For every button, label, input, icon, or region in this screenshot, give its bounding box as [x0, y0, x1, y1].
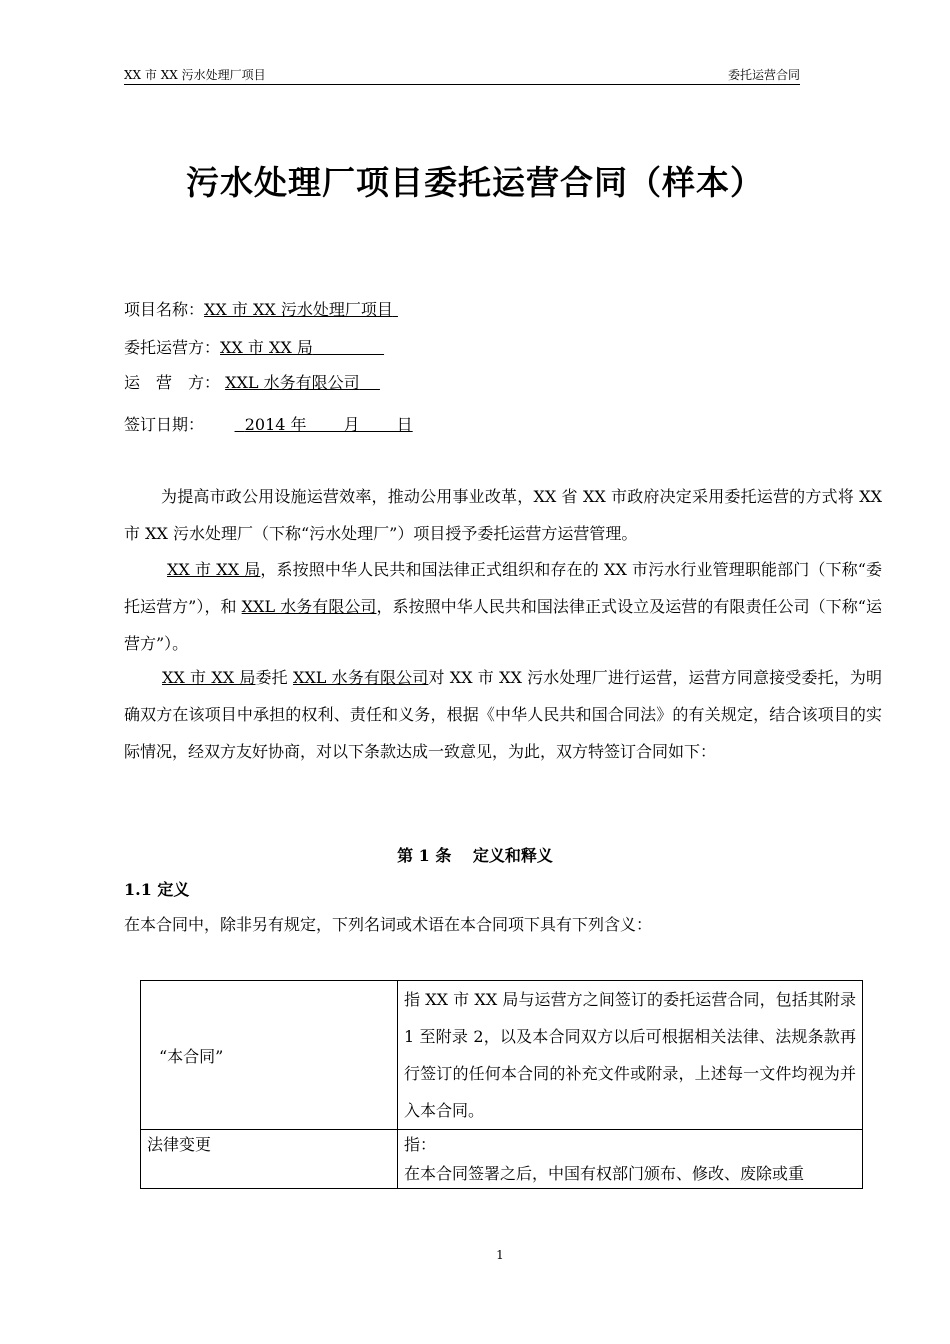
article-heading: 第 1 条 定义和释义 [397, 846, 553, 865]
operator-row [124, 371, 380, 395]
operator-name-inline-2: XXL 水务有限公司 [293, 668, 429, 687]
definition-text: 指 XX 市 XX 局与运营方之间签订的委托运营合同，包括其附录 1 至附录 2，以及本合同双方以后可根据相关法律、法规条款再行签订的任何本合同的补充文件或附录，上述每一文件均视为并入本合同。 [398, 981, 863, 1130]
date-label: 签订日期： [124, 415, 205, 434]
client-name-inline: XX 市 XX 局 [167, 560, 261, 579]
section-heading: 1.1 定义 [124, 880, 190, 899]
table-row [141, 1130, 863, 1189]
client-row [124, 336, 384, 360]
project-name-label: 项目名称： [124, 300, 205, 319]
table-row [141, 981, 863, 1130]
project-name-row [124, 298, 398, 322]
project-name-value: XX 市 XX 污水处理厂项目 [204, 300, 393, 319]
client-label: 委托运营方： [124, 338, 221, 357]
document-title: 污水处理厂项目委托运营合同（样本） [186, 163, 764, 202]
client-value: XX 市 XX 局 [220, 338, 313, 357]
client-name-inline-2: XX 市 XX 局 [162, 668, 256, 687]
operator-label: 运 营 方： [124, 373, 221, 392]
definitions-lead: 在本合同中，除非另有规定，下列名词或术语在本合同项下具有下列含义： [124, 915, 653, 934]
definition-term: “本合同” [141, 981, 398, 1130]
operator-value: XXL 水务有限公司 [225, 373, 360, 392]
operator-name-inline: XXL 水务有限公司 [241, 597, 377, 616]
definitions-table [140, 980, 863, 1189]
definition-text: 指： 在本合同签署之后，中国有权部门颁布、修改、废除或重 [398, 1130, 863, 1189]
header-right: 委托运营合同 [727, 68, 800, 82]
definition-term: 法律变更 [141, 1130, 398, 1189]
parties-paragraph: XX 市 XX 局，系按照中华人民共和国法律正式组织和存在的 XX 市污水行业管理职能部门（下称“委托运营方”），和 XXL 水务有限公司，系按照中华人民共和国法律正式设立及运营的有限责任公司（下称“运营方”）。 [124, 560, 882, 653]
date-value: 2014 年 月 日 [244, 415, 413, 434]
date-row [124, 413, 413, 437]
intro-paragraph: 为提高市政公用设施运营效率，推动公用事业改革，XX 省 XX 市政府决定采用委托运营的方式将 XX 市 XX 污水处理厂（下称“污水处理厂”）项目授予委托运营方运营管理。 [124, 487, 882, 543]
page-header [124, 66, 800, 85]
page-number: 1 [496, 1248, 504, 1262]
header-left: XX 市 XX 污水处理厂项目 [124, 68, 266, 82]
agreement-paragraph: XX 市 XX 局委托 XXL 水务有限公司对 XX 市 XX 污水处理厂进行运营，运营方同意接受委托，为明确双方在该项目中承担的权利、责任和义务，根据《中华人民共和国合同法》的有关规定，结合该项目的实际情况，经双方友好协商，对以下条款达成一致意见，为此，双方特签订合同如下： [124, 668, 882, 761]
